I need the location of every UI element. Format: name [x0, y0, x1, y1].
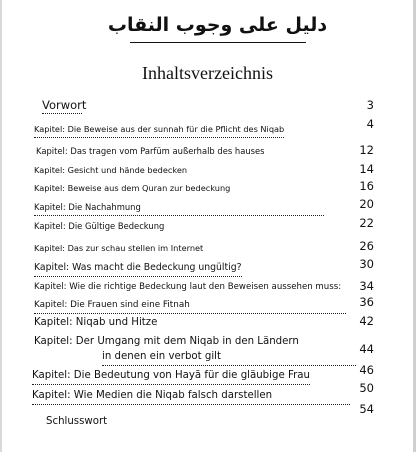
toc-entry-niqab-hitze[interactable]: Kapitel: Niqab und Hitze [34, 317, 158, 328]
toc-page-number: 12 [359, 143, 374, 157]
toc-page-number: 30 [359, 257, 374, 271]
toc-entry-sunnah-beweise[interactable]: Kapitel: Die Beweise aus der sunnah für die Pflicht des Niqab [34, 122, 284, 138]
toc-entry-internet[interactable]: Kapitel: Das zur schau stellen im Internet [34, 243, 204, 253]
toc-page-number: 20 [359, 197, 374, 211]
toc-entry-umgang-laendern-continuation[interactable]: in denen ein verbot gilt [102, 350, 356, 366]
book-title: دليل على وجوب النقاب [107, 14, 328, 36]
title-underline [130, 42, 306, 43]
toc-page-number: 50 [359, 381, 374, 395]
toc-entry-vorwort[interactable]: Vorwort [42, 98, 87, 112]
toc-entry-parfuem[interactable]: Kapitel: Das tragen vom Parfüm außerhalb des hauses [36, 146, 265, 156]
toc-page-number: 14 [359, 162, 374, 176]
toc-page-number: 16 [359, 179, 374, 193]
toc-page-number: 22 [359, 216, 374, 230]
toc-page-number: 36 [359, 295, 374, 309]
toc-entry-gueltige-bedeckung[interactable]: Kapitel: Die Gültige Bedeckung [34, 221, 165, 231]
toc-heading: Inhaltsverzeichnis [142, 63, 273, 83]
toc-page-number: 34 [359, 279, 374, 293]
toc-entry-ungueltig[interactable]: Kapitel: Was macht die Bedeckung ungültig? [34, 261, 242, 277]
toc-page-number: 42 [359, 314, 374, 328]
toc-page-number: 26 [359, 239, 374, 253]
toc-entry-quran-beweise[interactable]: Kapitel: Beweise aus dem Quran zur bedeckung [34, 183, 231, 193]
toc-entry-gesicht-haende[interactable]: Kapitel: Gesicht und hände bedecken [34, 165, 188, 175]
toc-page-number: 54 [359, 402, 374, 416]
toc-page-number: 44 [359, 342, 374, 356]
toc-page-number: 3 [366, 98, 374, 112]
toc-entry-medien[interactable]: Kapitel: Wie Medien die Niqab falsch darstellen [32, 389, 350, 405]
toc-entry-schlusswort[interactable]: Schlusswort [46, 416, 108, 427]
toc-entry-richtige-bedeckung[interactable]: Kapitel: Wie die richtige Bedeckung laut den Beweisen aussehen muss: [34, 282, 342, 292]
toc-entry-nachahmung[interactable]: Kapitel: Die Nachahmung [34, 200, 324, 216]
toc-entry-haya[interactable]: Kapitel: Die Bedeutung von Hayā für die gläubige Frau [32, 369, 310, 385]
toc-entry-umgang-laendern[interactable]: Kapitel: Der Umgang mit dem Niqab in den Ländern [34, 336, 299, 347]
toc-page-number: 4 [366, 117, 374, 131]
toc-entry-fitnah[interactable]: Kapitel: Die Frauen sind eine Fitnah [34, 298, 346, 314]
toc-page-number: 46 [359, 363, 374, 377]
